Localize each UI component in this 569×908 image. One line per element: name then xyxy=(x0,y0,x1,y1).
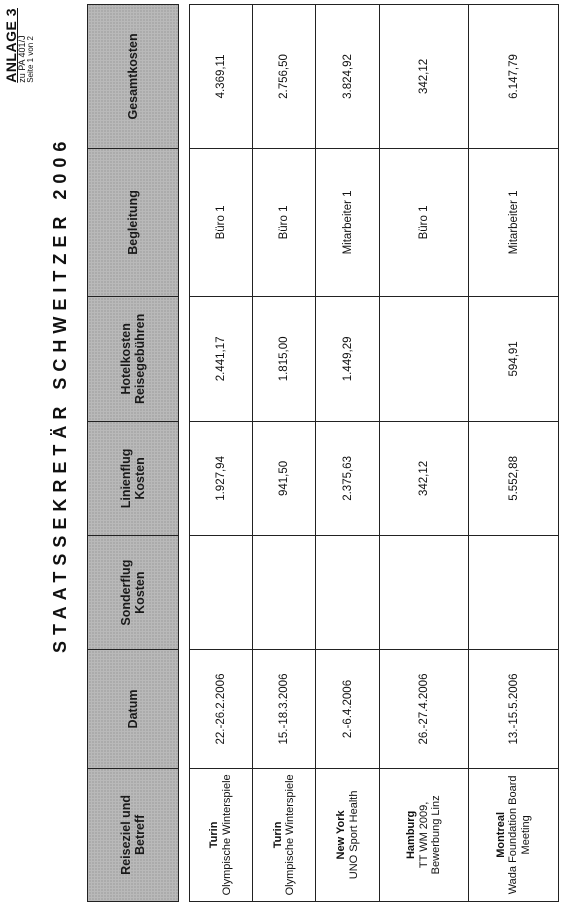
table-row xyxy=(379,5,469,902)
annex-block xyxy=(4,8,35,83)
cell-escort: Mitarbeiter 1 xyxy=(316,148,379,296)
cell-special-flight xyxy=(316,536,379,650)
cell-scheduled-flight: 2.375,63 xyxy=(316,421,379,535)
cell-escort: Mitarbeiter 1 xyxy=(469,148,559,296)
annex-page-number: Seite 1 von 2 xyxy=(26,36,35,83)
travel-cost-table xyxy=(87,4,559,902)
cell-date: 2.-6.4.2006 xyxy=(316,650,379,768)
header-special-flight: Sonderflug Kosten xyxy=(88,536,179,650)
cell-destination: Hamburg TT WM 2009, Bewerbung Linz xyxy=(379,768,469,901)
cell-hotel-costs: 1.815,00 xyxy=(253,296,316,421)
cell-special-flight xyxy=(253,536,316,650)
cell-special-flight xyxy=(379,536,469,650)
header-destination: Reiseziel und Betreff xyxy=(88,768,179,901)
cell-special-flight xyxy=(190,536,253,650)
cell-date: 26.-27.4.2006 xyxy=(379,650,469,768)
cell-hotel-costs: 1.449,29 xyxy=(316,296,379,421)
cell-hotel-costs xyxy=(379,296,469,421)
cell-destination: Turin Olympische Winterspiele xyxy=(190,768,253,901)
header-row xyxy=(88,5,179,902)
cell-destination: Montreal Wada Foundation Board Meeting xyxy=(469,768,559,901)
cell-special-flight xyxy=(469,536,559,650)
cell-total: 4.369,11 xyxy=(190,5,253,149)
table-row xyxy=(190,5,253,902)
header-escort: Begleitung xyxy=(88,148,179,296)
page-title: STAATSSEKRETÄR SCHWEITZER 2006 xyxy=(50,135,70,653)
cell-escort: Büro 1 xyxy=(379,148,469,296)
annex-title: ANLAGE 3 xyxy=(3,8,19,83)
cell-hotel-costs: 594,91 xyxy=(469,296,559,421)
cell-total: 2.756,50 xyxy=(253,5,316,149)
cell-destination: Turin Olympische Winterspiele xyxy=(253,768,316,901)
cell-total: 342,12 xyxy=(379,5,469,149)
annex-reference: zu PA 401/J xyxy=(17,35,27,83)
header-scheduled-flight: Linienflug Kosten xyxy=(88,421,179,535)
cell-scheduled-flight: 342,12 xyxy=(379,421,469,535)
cell-total: 3.824,92 xyxy=(316,5,379,149)
cell-date: 15.-18.3.2006 xyxy=(253,650,316,768)
table-row xyxy=(253,5,316,902)
cell-escort: Büro 1 xyxy=(190,148,253,296)
table-body xyxy=(179,5,559,902)
table-row xyxy=(316,5,379,902)
cell-total: 6.147,79 xyxy=(469,5,559,149)
cell-scheduled-flight: 5.552,88 xyxy=(469,421,559,535)
cell-scheduled-flight: 1.927,94 xyxy=(190,421,253,535)
table-row xyxy=(469,5,559,902)
header-total: Gesamtkosten xyxy=(88,5,179,149)
cell-scheduled-flight: 941,50 xyxy=(253,421,316,535)
cell-date: 13.-15.5.2006 xyxy=(469,650,559,768)
header-hotel-costs: Hotelkosten Reisegebühren xyxy=(88,296,179,421)
header-date: Datum xyxy=(88,650,179,768)
cell-escort: Büro 1 xyxy=(253,148,316,296)
cell-hotel-costs: 2.441,17 xyxy=(190,296,253,421)
cell-date: 22.-26.2.2006 xyxy=(190,650,253,768)
spacer-row xyxy=(179,5,190,902)
cell-destination: New York UNO Sport Health xyxy=(316,768,379,901)
